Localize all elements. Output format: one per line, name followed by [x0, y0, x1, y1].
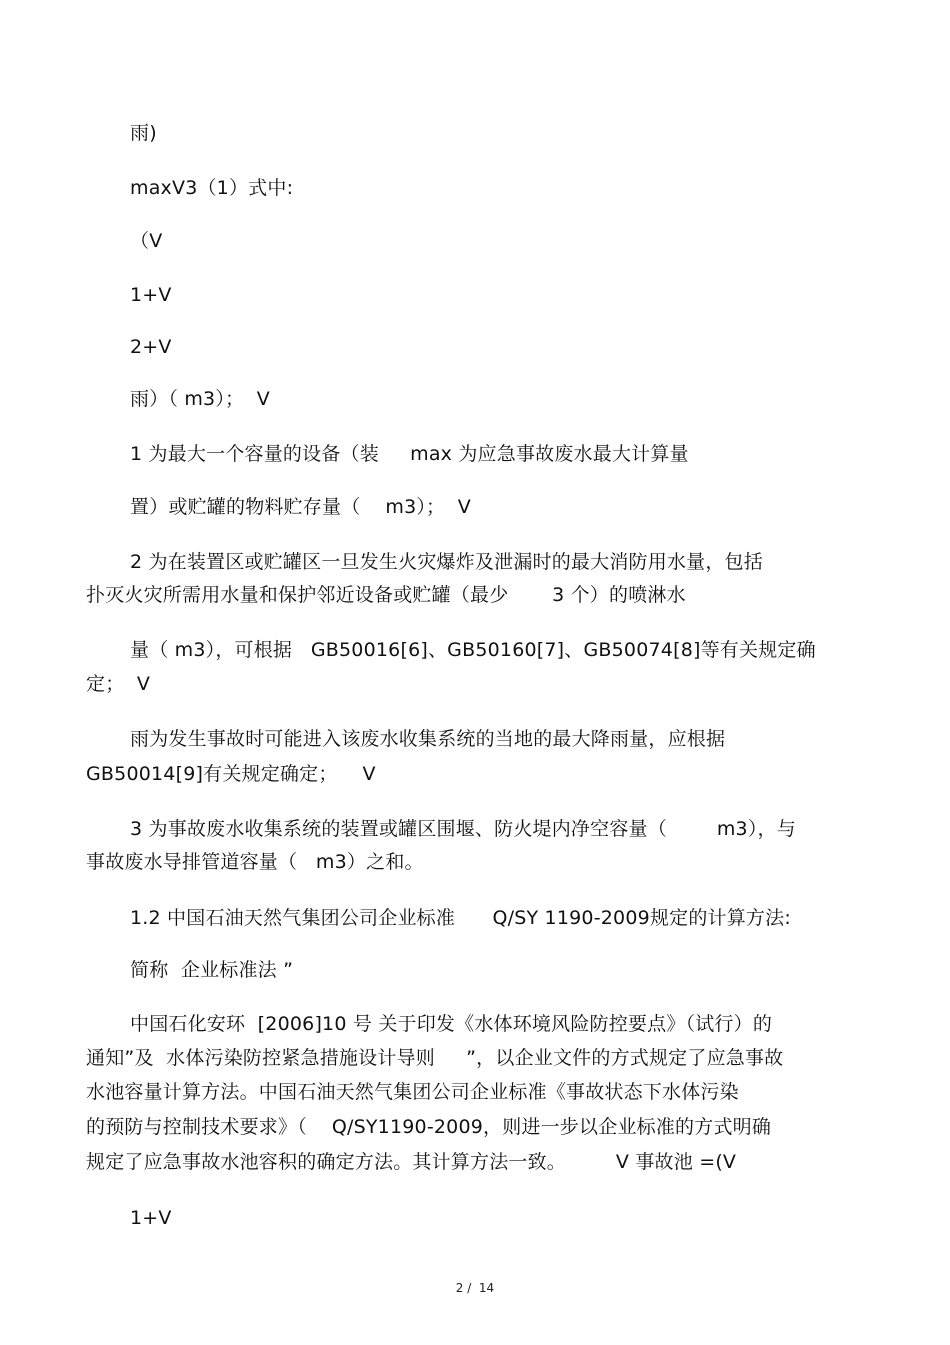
text-line: 中国石化安环 [2006]10 号 关于印发《水体环境风险防控要点》（试行）的	[130, 1013, 773, 1035]
text-line: 2 为在装置区或贮罐区一旦发生火灾爆炸及泄漏时的最大消防用水量，包括	[130, 551, 763, 573]
page-separator: /	[463, 1281, 479, 1295]
text-line: 1+V	[130, 284, 172, 306]
text-line: 水池容量计算方法。中国石油天然气集团公司企业标准《事故状态下水体污染	[86, 1081, 739, 1103]
text-line: 2+V	[130, 336, 172, 358]
text-line: 量（ m3），可根据 GB50016[6]、GB50160[7]、GB50074[8]等有关规定确	[130, 639, 816, 661]
section-heading: 1.2 中国石油天然气集团公司企业标准 Q/SY 1190-2009规定的计算方法:	[130, 907, 791, 929]
page-number	[0, 1281, 950, 1295]
text-line: 雨）（ m3）； V	[130, 388, 270, 410]
text-line: 的预防与控制技术要求》（ Q/SY1190-2009，则进一步以企业标准的方式明确	[86, 1116, 772, 1138]
text-line: 雨)	[130, 122, 157, 144]
page-current: 2	[455, 1281, 464, 1295]
text-line: 1+V	[130, 1207, 172, 1229]
text-line: 简称 企业标准法 ”	[130, 959, 294, 981]
text-line: 通知”及 水体污染防控紧急措施设计导则 ”，以企业文件的方式规定了应急事故	[86, 1047, 784, 1069]
text-line: 置）或贮罐的物料贮存量（ m3）； V	[130, 496, 471, 518]
page-total: 14	[478, 1281, 495, 1295]
text-line: GB50014[9]有关规定确定； V	[86, 763, 376, 785]
text-line: （V	[130, 230, 163, 252]
text-line: 3 为事故废水收集系统的装置或罐区围堰、防火堤内净空容量（ m3），与	[130, 818, 796, 840]
text-line: 事故废水导排管道容量（ m3）之和。	[86, 851, 424, 873]
text-line: maxV3（1）式中:	[130, 177, 294, 199]
text-line: 1 为最大一个容量的设备（装 max 为应急事故废水最大计算量	[130, 443, 689, 465]
text-line: 雨为发生事故时可能进入该废水收集系统的当地的最大降雨量，应根据	[130, 728, 726, 750]
text-line: 扑灭火灾所需用水量和保护邻近设备或贮罐（最少 3 个）的喷淋水	[86, 584, 686, 606]
text-line: 规定了应急事故水池容积的确定方法。其计算方法一致。 V 事故池 =(V	[86, 1151, 737, 1173]
text-line: 定； V	[86, 673, 151, 695]
